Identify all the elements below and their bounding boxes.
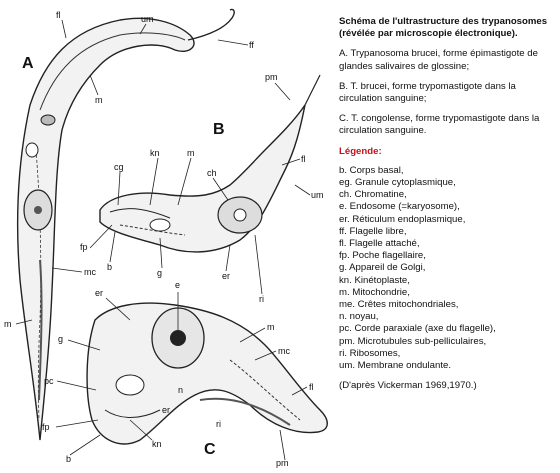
legend-entries [339,165,558,372]
legend-entry: me. Crêtes mitochondriales, [339,299,459,311]
label-b-ch: ch [207,168,217,178]
legend-entry: m. Mitochondrie, [339,286,410,298]
legend-entry: fl. Flagelle attaché, [339,238,420,250]
label-a-ff: ff [249,40,254,50]
label-b-fp: fp [80,242,88,252]
label-c-n: n [178,385,184,395]
label-c-kn: kn [152,439,162,449]
label-a-um: um [141,14,154,24]
legend-entry: pm. Microtubules sub-pelliculaires, [339,335,487,347]
label-c-fl: fl [309,382,314,392]
label-b-um: um [311,190,324,200]
panel-letter-b: B [213,121,225,138]
label-c-mc: mc [278,346,290,356]
legend-entry: e. Endosome (=karyosome), [339,201,460,213]
legend-entry: b. Corps basal, [339,164,404,176]
legend-heading: Légende: [339,145,382,157]
legend-item-b: B. T. brucei, forme trypomastigote dans la circulation sanguine; [339,80,516,105]
legend-panel [339,16,558,392]
panel-c-cell [87,303,327,444]
panel-letter-c: C [204,441,216,458]
label-c-er2: er [162,405,171,415]
label-c-er: er [95,288,104,298]
label-c-pc: pc [44,376,54,386]
legend-entry: pc. Corde paraxiale (axe du flagelle), [339,323,496,335]
legend-entry: eg. Granule cytoplasmique, [339,177,456,189]
legend-entry: kn. Kinétoplaste, [339,274,410,286]
label-b-m: m [187,148,195,158]
label-a-fl: fl [56,10,61,20]
label-b-g: g [157,268,163,278]
legend-title: Schéma de l'ultrastructure des trypanosomes (révélée par microscopie électronique). [339,16,548,40]
legend-entry: ri. Ribosomes, [339,347,401,359]
label-a-m: m [95,95,103,105]
label-a-mc: mc [84,267,96,277]
label-c-pm: pm [276,458,289,468]
legend-entry: um. Membrane ondulante. [339,360,451,372]
label-b-fl: fl [301,154,306,164]
label-b-b: b [107,262,113,272]
label-b-cg: cg [114,162,124,172]
legend-entry: ff. Flagelle libre, [339,225,407,237]
legend-item-c: C. T. congolense, forme trypomastigote dans la circulation sanguine. [339,113,540,137]
label-c-ri: ri [216,419,221,429]
legend-item-a: A. Trypanosoma brucei, forme épimastigote de glandes salivaires de glossine; [339,48,538,72]
label-b-ri: ri [259,294,264,304]
legend-entry: fp. Poche flagellaire, [339,250,426,262]
label-c-m: m [267,322,275,332]
legend-entry: er. Réticulum endoplasmique, [339,213,466,225]
panel-letter-a: A [22,55,34,72]
label-a-m2: m [4,319,12,329]
legend-entry: n. noyau, [339,311,379,323]
label-c-g: g [58,334,64,344]
legend-entry: ch. Chromatine, [339,189,407,201]
legend-citation: (D'après Vickerman 1969,1970.) [339,380,477,392]
legend-entry: g. Appareil de Golgi, [339,262,426,274]
label-b-kn: kn [150,148,160,158]
label-c-fp: fp [42,422,50,432]
label-b-er: er [222,271,231,281]
label-c-b: b [66,454,72,464]
label-b-pm: pm [265,72,278,82]
label-c-e: e [175,280,181,290]
